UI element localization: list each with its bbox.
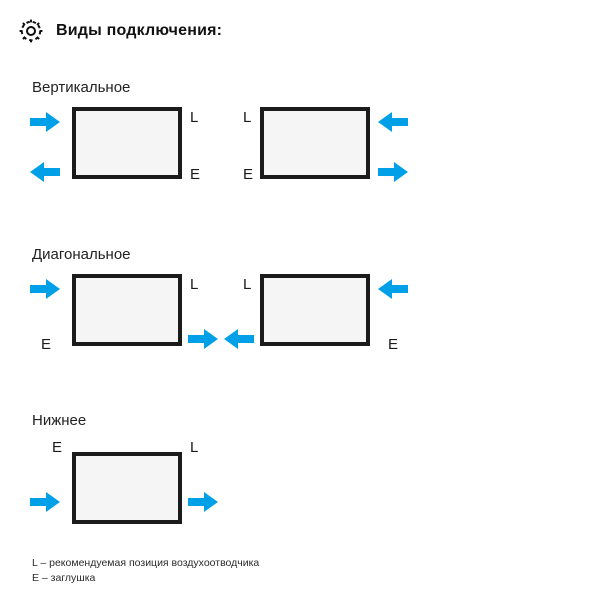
legend-item-l: L – рекомендуемая позиция воздухоотводчика [32,557,260,569]
arrow-right-icon [188,490,218,514]
port-label-vertical-right-top: L [243,109,252,126]
radiator-diagonal-left [72,274,182,346]
port-label-diagonal-left-bottom: E [41,336,52,353]
port-label-bottom-right: L [190,439,199,456]
radiator-bottom [72,452,182,524]
arrow-right-icon [30,277,60,301]
port-label-vertical-left-top: L [190,109,199,126]
port-label-diagonal-right-bottom: E [388,336,399,353]
arrow-right-icon [378,160,408,184]
arrow-right-icon [30,490,60,514]
port-label-bottom-left: E [52,439,63,456]
arrow-left-icon [378,110,408,134]
legend-item-e: E – заглушка [32,572,96,585]
header [18,18,222,44]
radiator-vertical-left [72,107,182,179]
radiator-vertical-right [260,107,370,179]
arrow-left-icon [30,160,60,184]
section-label-vertical: Вертикальное [32,79,131,96]
arrow-right-icon [188,327,218,351]
page-title: Виды подключения: [56,22,223,39]
port-label-diagonal-right-top: L [243,276,252,293]
arrow-right-icon [30,110,60,134]
legend [32,556,259,586]
port-label-vertical-left-bottom: E [190,166,201,183]
section-label-bottom: Нижнее [32,412,87,429]
radiator-diagonal-right [260,274,370,346]
port-label-vertical-right-bottom: E [243,166,254,183]
port-label-diagonal-left-top: L [190,276,199,293]
arrow-left-icon [378,277,408,301]
gear-icon [18,18,44,44]
section-label-diagonal: Диагональное [32,246,131,263]
arrow-left-icon [224,327,254,351]
